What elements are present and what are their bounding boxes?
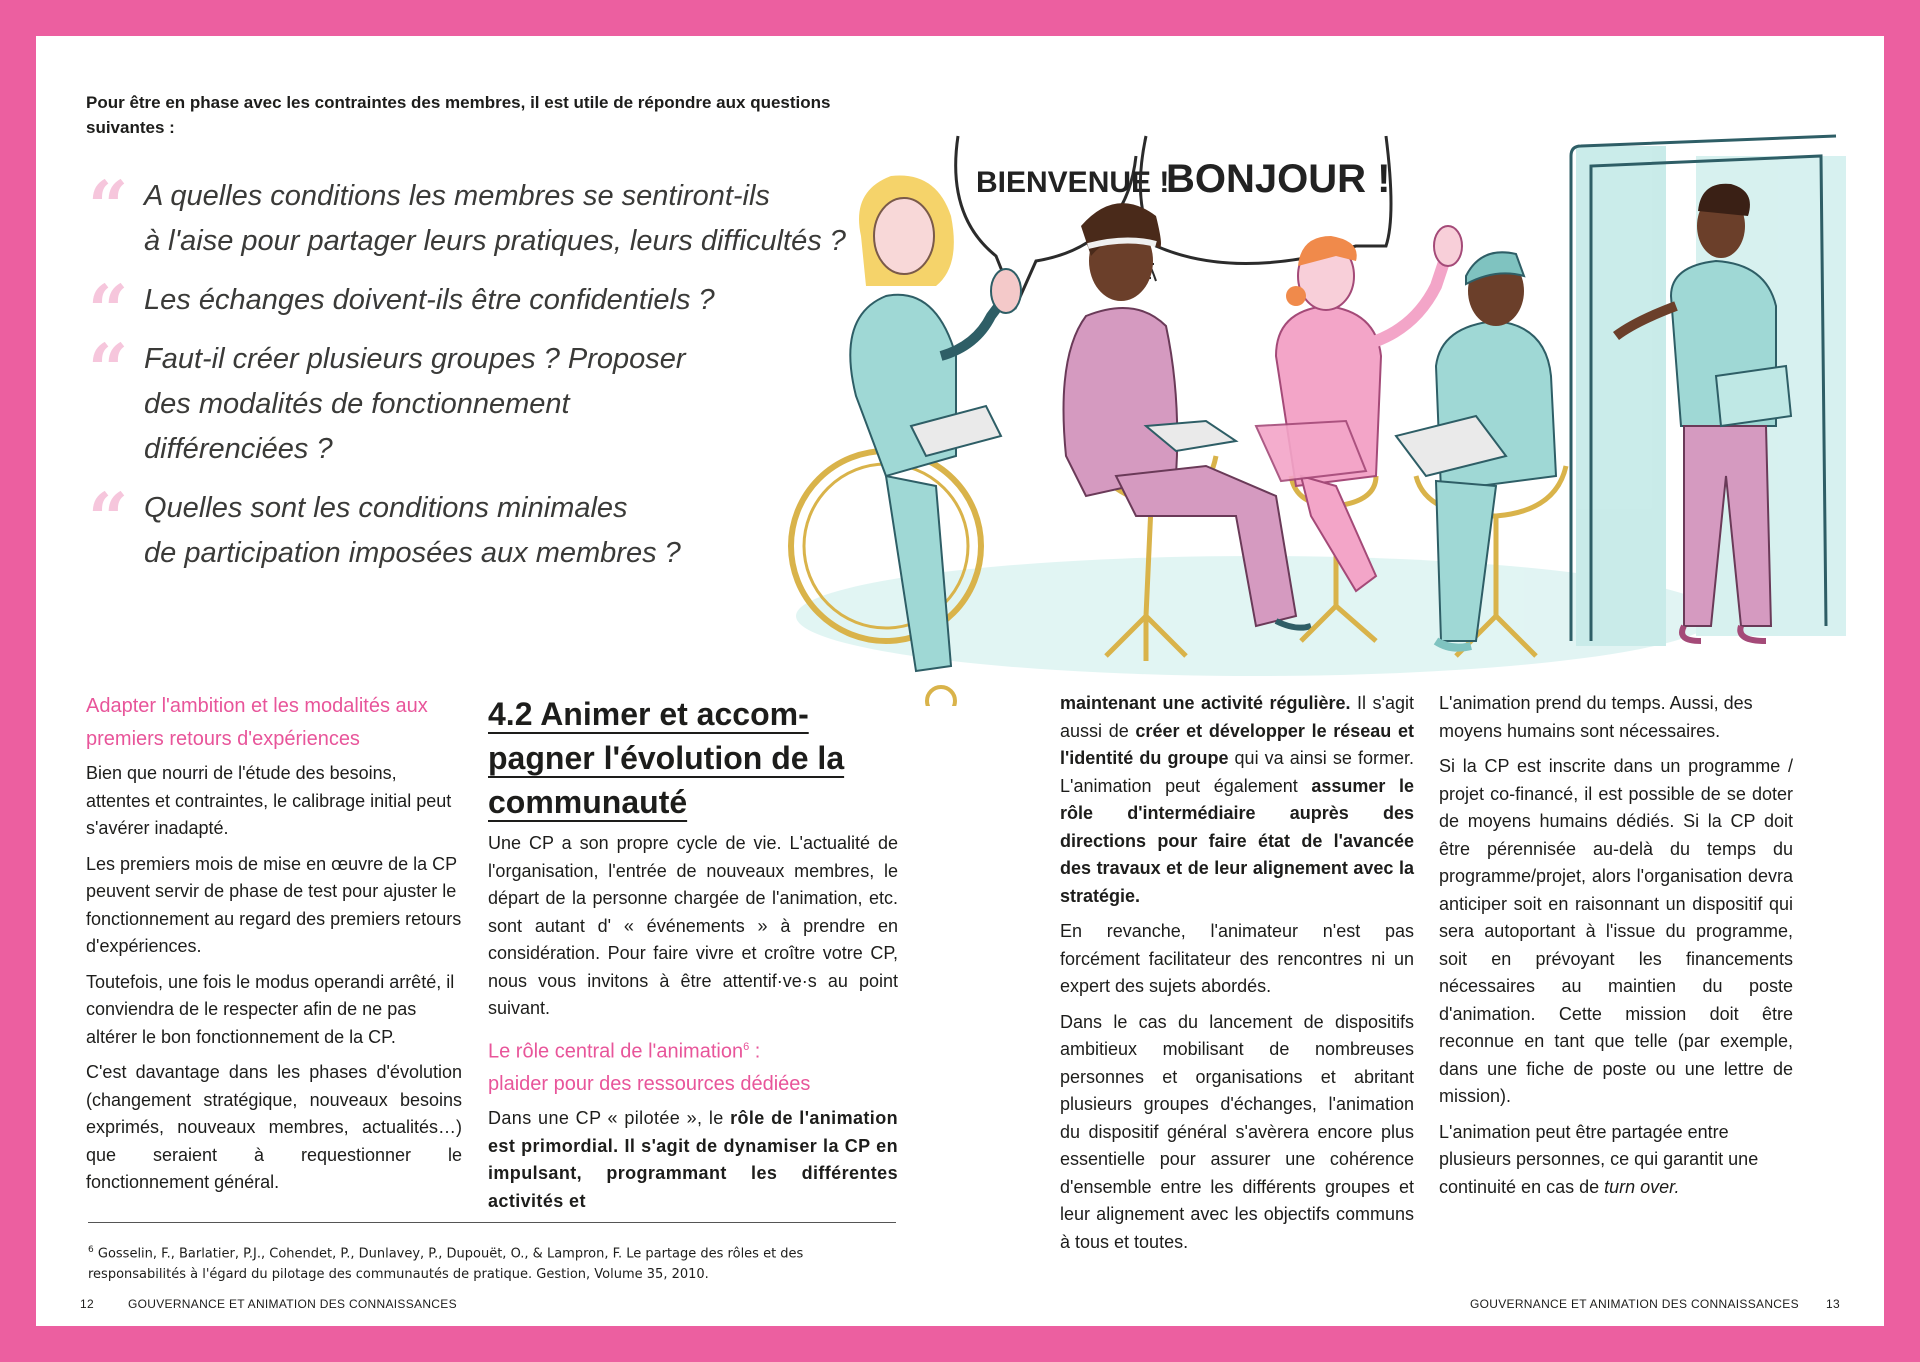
bubble-left-text: BIENVENUE ! [976, 166, 1170, 199]
quote-mark-icon: “ [88, 328, 129, 411]
quote-line: Faut-il créer plusieurs groupes ? Proposer [144, 343, 686, 375]
column-2 [488, 692, 898, 1223]
chapter-heading-line: pagner l'évolution de la [488, 740, 845, 776]
footer-right-page-number: 13 [1826, 1297, 1840, 1311]
paragraph: C'est davantage dans les phases d'évolution (changement stratégique, nouveaux besoins exprimés, nouveaux membres, actualités…) que seraient à requestionner le fonctionnement général. [86, 1062, 462, 1192]
paragraph-part: Dans une CP « pilotée », le [488, 1108, 731, 1129]
document-page [36, 36, 1884, 1326]
paragraph: Une CP a son propre cycle de vie. L'actualité de l'organisation, l'entrée de nouveaux membres, le départ de la personne chargée de l'animation, etc. sont autant d' « événements » à prendre en considération. Pour faire vivre et croître votre CP, nous vous invitons à être attentif·ve·s au point suivant. [488, 833, 898, 1018]
paragraph [1060, 690, 1414, 910]
paragraph-part: Il s'agit aussi de [1060, 693, 1414, 741]
quote-line: A quelles conditions les membres se sentiront-ils [144, 180, 770, 212]
quote-line: différenciées ? [144, 433, 333, 465]
subsection-heading-text: plaider pour des ressources dédiées [488, 1073, 811, 1096]
quote-line: Les échanges doivent-ils être confidentiels ? [144, 284, 715, 316]
paragraph-bold: assumer le rôle d'intermédiaire auprès des directions pour faire état de l'avancée des travaux et de leur alignement avec la stratégie. [1060, 775, 1415, 906]
paragraph-part: L'animation peut être partagée entre plusieurs personnes, ce qui garantit une continuité en cas de [1439, 1121, 1759, 1197]
footer-right-title: GOUVERNANCE ET ANIMATION DES CONNAISSANCES [1470, 1297, 1799, 1311]
paragraph-italic: turn over. [1604, 1176, 1680, 1197]
subsection-heading-colon: : [749, 1040, 761, 1063]
chapter-heading-line: communauté [488, 784, 688, 820]
footnote-divider [88, 1222, 896, 1223]
bubble-right-text: BONJOUR ! [1166, 157, 1391, 201]
paragraph [1439, 1119, 1793, 1202]
footer-left-title: GOUVERNANCE ET ANIMATION DES CONNAISSANCES [128, 1297, 457, 1311]
paragraph: En revanche, l'animateur n'est pas forcément facilitateur des rencontres ni un expert des sujets abordés. [1060, 921, 1414, 996]
paragraph: Bien que nourri de l'étude des besoins, attentes et contraintes, le calibrage initial peut s'avérer inadapté. [86, 763, 452, 838]
section-heading: Adapter l'ambition et les modalités aux premiers retours d'expériences [86, 695, 428, 750]
quote-mark-icon: “ [88, 165, 129, 248]
footnote [88, 1240, 896, 1285]
chapter-heading-line: 4.2 Animer et accom- [488, 696, 809, 732]
quote-line: à l'aise pour partager leurs pratiques, leurs difficultés ? [144, 225, 846, 257]
paragraph: Si la CP est inscrite dans un programme / projet co-financé, il est possible de se doter de moyens humains dédiés. Si la CP doit être pérennisée au-delà du temps du programme/projet, alors l'organisation devra anticiper soit en raisonnant un dispositif qui sera autoportant à l'issue du programme, soit en prévoyant les financements nécessaires au maintien du poste d'animation. Cette mission doit être reconnue en tant que telle (par exemple, dans une fiche de poste ou une lettre de mission). [1439, 756, 1793, 1106]
quote-line: des modalités de fonctionnement [144, 388, 570, 420]
subsection-heading-text: Le rôle central de l'animation [488, 1040, 744, 1063]
column-3 [1060, 690, 1414, 1264]
quote-line: de participation imposées aux membres ? [144, 537, 681, 569]
subsection-heading [488, 1031, 898, 1102]
quote-line: Quelles sont les conditions minimales [144, 492, 628, 524]
column-1 [86, 690, 462, 1205]
paragraph-part: qui va ainsi se former. L'animation peut également [1060, 748, 1414, 796]
column-4 [1439, 690, 1793, 1209]
paragraph: L'animation prend du temps. Aussi, des moyens humains sont nécessaires. [1439, 693, 1753, 741]
footnote-ref: 6 [743, 1040, 750, 1053]
quote-mark-icon: “ [88, 477, 129, 560]
paragraph: Les premiers mois de mise en œuvre de la CP peuvent servir de phase de test pour ajuster le fonctionnement au regard des premiers retours d'expériences. [86, 853, 462, 956]
paragraph: Toutefois, une fois le modus operandi arrêté, il conviendra de le respecter afin de ne pas altérer le bon fonctionnement de la CP. [86, 971, 455, 1047]
footnote-number: 6 [88, 1245, 94, 1255]
footnote-text: Gosselin, F., Barlatier, P.J., Cohendet, P., Dunlavey, P., Dupouët, O., & Lampron, F. Le partage des rôles et des responsabilités à l'égard du pilotage des communautés de pratique. Gestion, Volume 35, 2010. [88, 1246, 804, 1283]
paragraph: Dans le cas du lancement de dispositifs ambitieux mobilisant de nombreuses personnes et organisations et abritant plusieurs groupes d'échanges, l'animation du dispositif général s'avèrera encore plus essentielle pour assurer une cohérence d'ensemble entre les différents groupes et leur alignement avec les objectifs communs à tous et toutes. [1060, 1011, 1414, 1252]
intro-text: Pour être en phase avec les contraintes des membres, il est utile de répondre aux questions suivantes : [86, 93, 831, 137]
illustration-meeting [736, 96, 1866, 706]
footer-left-page-number: 12 [80, 1297, 94, 1311]
quote-mark-icon: “ [88, 269, 129, 352]
paragraph-bold: rôle de l'animation est primordial. Il s'agit de dynamiser la CP en impulsant, programmant les différentes activités et [488, 1108, 898, 1211]
paragraph-bold: créer et développer le réseau et l'identité du groupe [1060, 720, 1414, 768]
chapter-heading [488, 692, 898, 824]
paragraph-bold: maintenant une activité régulière. [1060, 693, 1351, 713]
paragraph [488, 1105, 898, 1215]
